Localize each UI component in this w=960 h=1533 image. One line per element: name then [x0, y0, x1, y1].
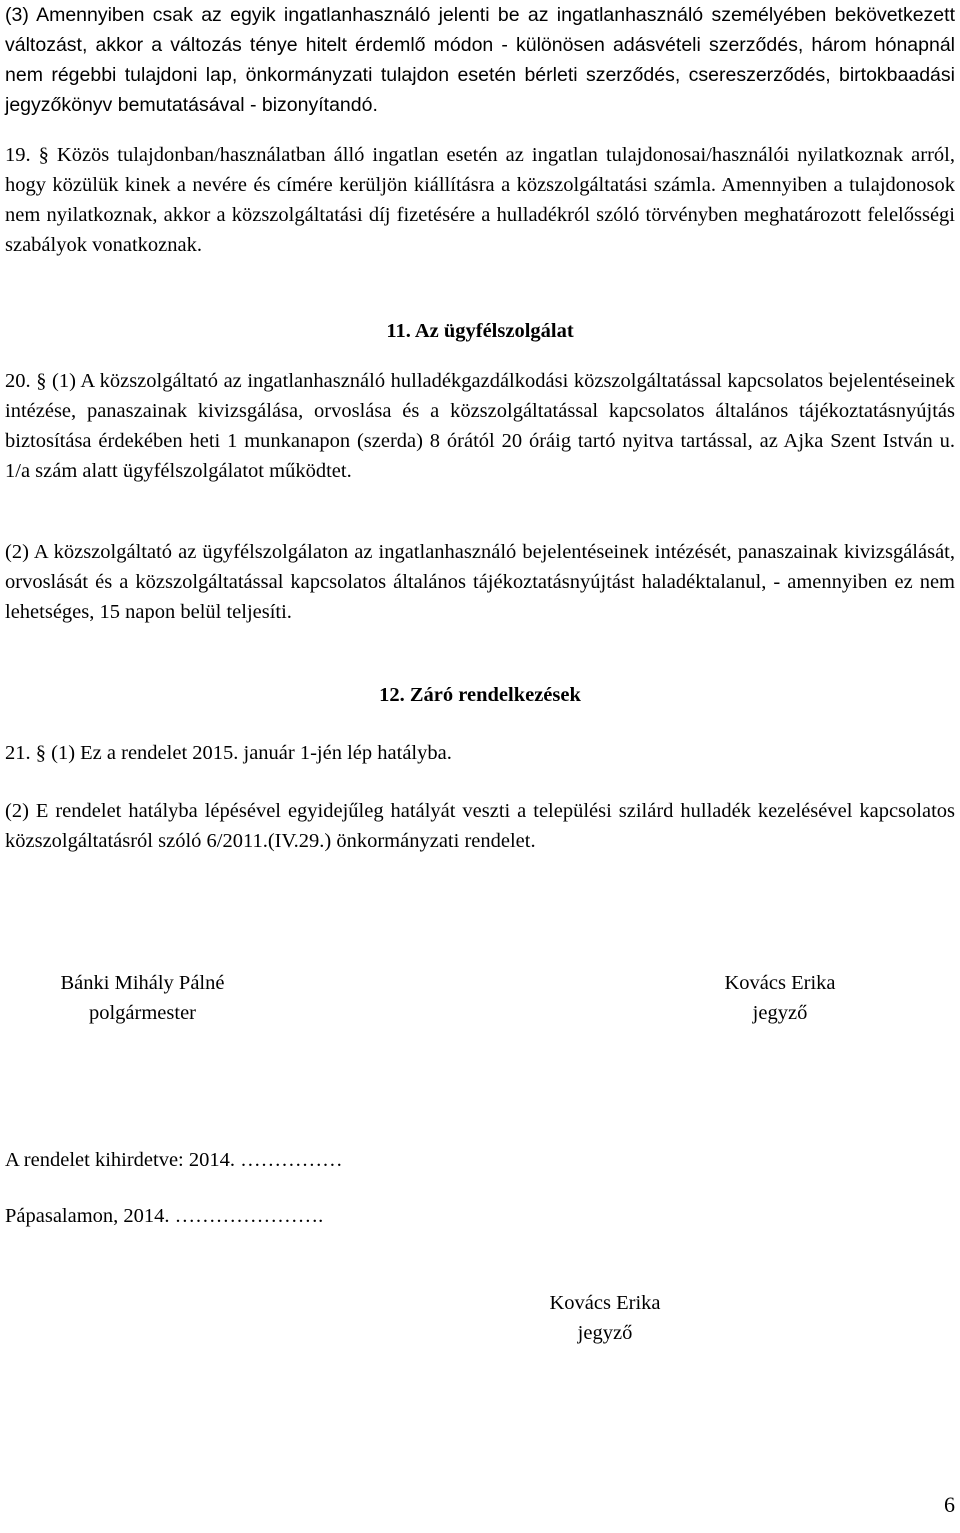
- final-signature-block: [530, 1288, 680, 1348]
- section-19: 19. § Közös tulajdonban/használatban álló ingatlan esetén az ingatlan tulajdonosai/használói nyilatkoznak arról, hogy közülük kinek a nevére és címére kerüljön kiállításra a közszolgáltatási számla. Amennyiben a tulajdonosok nem nyilatkoznak, akkor a közszolgáltatási díj fizetésére a hulladékról szóló törvényben meghatározott felelősségi szabályok vonatkoznak.: [5, 144, 955, 256]
- mayor-name: Bánki Mihály Pálné: [60, 972, 225, 994]
- mayor-title: polgármester: [88, 1002, 196, 1024]
- notary-title: jegyző: [752, 1002, 808, 1024]
- notary-signature-block: [705, 968, 855, 1028]
- notary-name: Kovács Erika: [724, 972, 836, 994]
- section-21-paragraph-2: (2) E rendelet hatályba lépésével egyidejűleg hatályát veszti a települési szilárd hulladék kezelésével kapcsolatos közszolgáltatásról szóló 6/2011.(IV.29.) önkormányzati rendelet.: [5, 800, 955, 852]
- final-signature-title: jegyző: [577, 1322, 633, 1344]
- section-21-paragraph-1: 21. § (1) Ez a rendelet 2015. január 1-jén lép hatályba.: [5, 742, 452, 764]
- section-20-paragraph-2: (2) A közszolgáltató az ügyfélszolgálaton az ingatlanhasználó bejelentéseinek intézését, panaszainak kivizsgálását, orvoslását és a közszolgáltatással kapcsolatos általános tájékoztatásnyújtást haladéktalanul, - amennyiben ez nem lehetséges, 15 napon belül teljesíti.: [5, 541, 955, 623]
- heading-customer-service: 11. Az ügyfélszolgálat: [386, 320, 574, 342]
- paragraph-18-3: (3) Amennyiben csak az egyik ingatlanhasználó jelenti be az ingatlanhasználó személyében bekövetkezett változást, akkor a változás ténye hitelt érdemlő módon - különösen adásvételi szerződés, három hónapnál nem régebbi tulajdoni lap, önkormányzati tulajdon esetén bérleti szerződés, csereszerződés, birtokbaadási jegyzőkönyv bemutatásával - bizonyítandó.: [5, 4, 955, 116]
- announcement-line: A rendelet kihirdetve: 2014. ……………: [5, 1149, 343, 1171]
- place-date-line: Pápasalamon, 2014. ………………….: [5, 1205, 324, 1227]
- page-number: 6: [944, 1492, 955, 1517]
- section-20-paragraph-1: 20. § (1) A közszolgáltató az ingatlanhasználó hulladékgazdálkodási közszolgáltatással kapcsolatos bejelentéseinek intézése, panaszainak kivizsgálása, orvoslása és a közszolgáltatással kapcsolatos általános tájékoztatásnyújtás biztosítása érdekében heti 1 munkanapon (szerda) 8 órától 20 óráig tartó nyitva tartással, az Ajka Szent István u. 1/a szám alatt ügyfélszolgálatot működtet.: [5, 370, 955, 482]
- mayor-signature-block: [40, 968, 245, 1028]
- final-signature-name: Kovács Erika: [549, 1292, 661, 1314]
- heading-closing-provisions: 12. Záró rendelkezések: [379, 684, 581, 706]
